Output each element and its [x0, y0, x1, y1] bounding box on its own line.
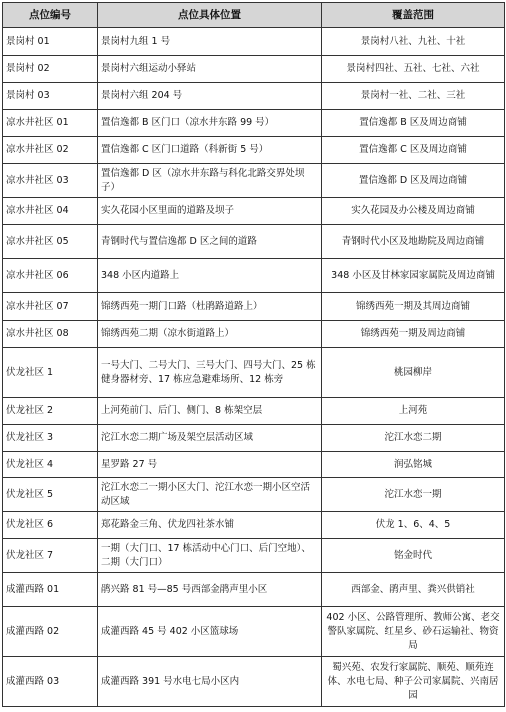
header-point-location: 点位具体位置 — [98, 3, 322, 28]
point-id-cell: 成灌西路 03 — [3, 657, 98, 707]
point-id-cell: 伏龙社区 7 — [3, 539, 98, 573]
location-cell: 成灌西路 391 号水电七局小区内 — [98, 657, 322, 707]
coverage-cell: 上河苑 — [322, 398, 505, 425]
table-row — [3, 259, 505, 293]
coverage-cell: 置信逸都 C 区及周边商铺 — [322, 137, 505, 164]
point-id-cell: 凉水井社区 05 — [3, 225, 98, 259]
coverage-cell: 402 小区、公路管理所、教师公寓、老交警队家属院、红星乡、砂石运输社、物资局 — [322, 607, 505, 657]
location-cell: 实久花园小区里面的道路及坝子 — [98, 198, 322, 225]
location-cell: 沱江水恋二期广场及架空层活动区域 — [98, 425, 322, 452]
coverage-cell: 桃园柳岸 — [322, 348, 505, 398]
coverage-cell: 青钢时代小区及地勘院及周边商铺 — [322, 225, 505, 259]
table-row — [3, 164, 505, 198]
point-id-cell: 伏龙社区 3 — [3, 425, 98, 452]
location-cell: 置信逸都 C 区门口道路（科新街 5 号） — [98, 137, 322, 164]
coverage-cell: 锦绣西苑一期及其周边商铺 — [322, 293, 505, 321]
table-row — [3, 657, 505, 707]
header-coverage: 覆盖范围 — [322, 3, 505, 28]
location-cell: 348 小区内道路上 — [98, 259, 322, 293]
coverage-cell: 景岗村八社、九社、十社 — [322, 28, 505, 56]
point-id-cell: 景岗村 02 — [3, 56, 98, 83]
location-cell: 青钢时代与置信逸都 D 区之间的道路 — [98, 225, 322, 259]
point-id-cell: 伏龙社区 5 — [3, 478, 98, 512]
point-id-cell: 伏龙社区 4 — [3, 452, 98, 478]
coverage-cell: 沱江水恋一期 — [322, 478, 505, 512]
point-id-cell: 伏龙社区 6 — [3, 512, 98, 539]
point-id-cell: 成灌西路 01 — [3, 573, 98, 607]
location-cell: 锦绣西苑一期门口路（杜鹃路道路上） — [98, 293, 322, 321]
coverage-cell: 沱江水恋二期 — [322, 425, 505, 452]
monitoring-points-table — [2, 2, 505, 707]
location-cell: 上河苑前门、后门、侧门、8 栋架空层 — [98, 398, 322, 425]
table-row — [3, 607, 505, 657]
point-id-cell: 景岗村 03 — [3, 83, 98, 110]
location-cell: 一号大门、二号大门、三号大门、四号大门、25 栋健身器材旁、17 栋应急避难场所、12 栋旁 — [98, 348, 322, 398]
location-cell: 景岗村九组 1 号 — [98, 28, 322, 56]
point-id-cell: 凉水井社区 06 — [3, 259, 98, 293]
point-id-cell: 凉水井社区 02 — [3, 137, 98, 164]
point-id-cell: 成灌西路 02 — [3, 607, 98, 657]
table-header-row — [3, 3, 505, 28]
coverage-cell: 实久花园及办公楼及周边商铺 — [322, 198, 505, 225]
table-row — [3, 110, 505, 137]
table-row — [3, 321, 505, 348]
location-cell: 成灌西路 45 号 402 小区篮球场 — [98, 607, 322, 657]
coverage-cell: 置信逸都 B 区及周边商铺 — [322, 110, 505, 137]
table-row — [3, 225, 505, 259]
table-row — [3, 398, 505, 425]
location-cell: 锦绣西苑二期（凉水街道路上） — [98, 321, 322, 348]
table-row — [3, 452, 505, 478]
coverage-cell: 景岗村一社、二社、三社 — [322, 83, 505, 110]
point-id-cell: 景岗村 01 — [3, 28, 98, 56]
table-row — [3, 478, 505, 512]
location-cell: 鹃兴路 81 号—85 号西部金鹃声里小区 — [98, 573, 322, 607]
coverage-cell: 景岗村四社、五社、七社、六社 — [322, 56, 505, 83]
location-cell: 置信逸都 B 区门口（凉水井东路 99 号） — [98, 110, 322, 137]
coverage-cell: 伏龙 1、6、4、5 — [322, 512, 505, 539]
table-row — [3, 425, 505, 452]
table-row — [3, 573, 505, 607]
coverage-cell: 锦绣西苑一期及周边商铺 — [322, 321, 505, 348]
location-cell: 一期（大门口、17 栋活动中心门口、后门空地）、二期（大门口） — [98, 539, 322, 573]
location-cell: 置信逸都 D 区（凉水井东路与科化北路交界处坝子） — [98, 164, 322, 198]
table-row — [3, 56, 505, 83]
coverage-cell: 铭金时代 — [322, 539, 505, 573]
location-cell: 星罗路 27 号 — [98, 452, 322, 478]
table-row — [3, 348, 505, 398]
point-id-cell: 凉水井社区 08 — [3, 321, 98, 348]
table-row — [3, 198, 505, 225]
location-cell: 沱江水恋二一期小区大门、沱江水恋一期小区空活动区域 — [98, 478, 322, 512]
point-id-cell: 凉水井社区 01 — [3, 110, 98, 137]
point-id-cell: 凉水井社区 03 — [3, 164, 98, 198]
table-row — [3, 83, 505, 110]
point-id-cell: 凉水井社区 07 — [3, 293, 98, 321]
point-id-cell: 伏龙社区 1 — [3, 348, 98, 398]
location-cell: 景岗村六组运动小驿站 — [98, 56, 322, 83]
coverage-cell: 蜀兴苑、农发行家属院、顺苑、顺苑连体、水电七局、种子公司家属院、兴南居园 — [322, 657, 505, 707]
table-row — [3, 137, 505, 164]
location-cell: 郑花路金三角、伏龙四社茶水铺 — [98, 512, 322, 539]
table-row — [3, 539, 505, 573]
point-id-cell: 凉水井社区 04 — [3, 198, 98, 225]
location-cell: 景岗村六组 204 号 — [98, 83, 322, 110]
header-point-id: 点位编号 — [3, 3, 98, 28]
coverage-cell: 置信逸都 D 区及周边商铺 — [322, 164, 505, 198]
table-row — [3, 293, 505, 321]
coverage-cell: 348 小区及甘林家园家属院及周边商铺 — [322, 259, 505, 293]
coverage-cell: 润弘铭城 — [322, 452, 505, 478]
point-id-cell: 伏龙社区 2 — [3, 398, 98, 425]
table-row — [3, 28, 505, 56]
coverage-cell: 西部金、鹃声里、粪兴供销社 — [322, 573, 505, 607]
table-row — [3, 512, 505, 539]
